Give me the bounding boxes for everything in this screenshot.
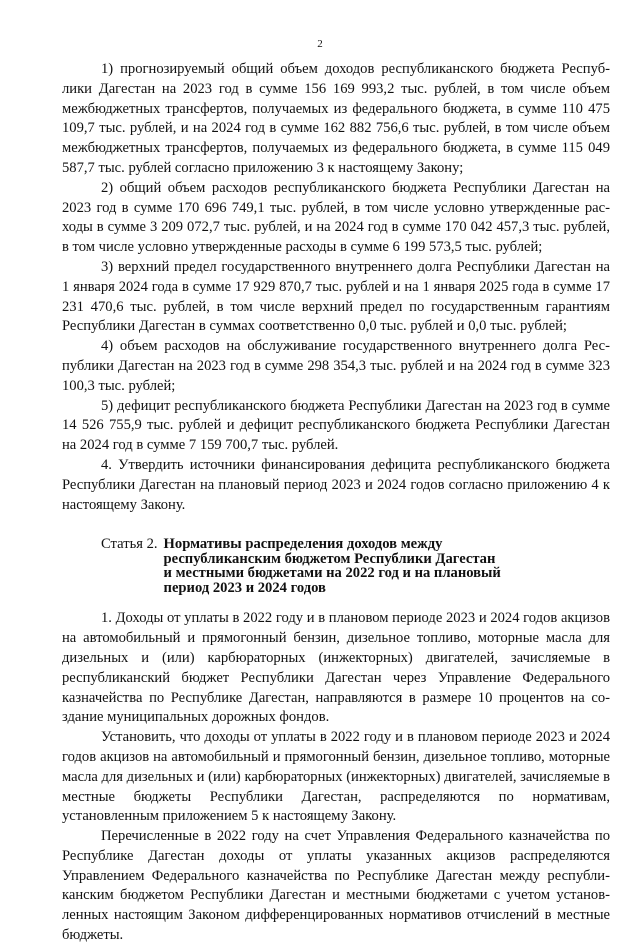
article-heading	[62, 537, 610, 595]
article-title-line: и местными бюджетами на 2022 год и на плановый	[163, 565, 501, 582]
article-title	[164, 537, 610, 595]
paragraph-debt-limit: 3) верхний предел государственного внутреннего долга Республики Дагестан на 1 января 2024 года в сумме 17 929 870,7 тыс. рублей и на 1 января 2025 года в сумме 17 231 470,6 тыс. рублей, в том числе верхний предел по государственным гарантиям Республики Дагестан в суммах соответственно 0,0 тыс. рублей и 0,0 тыс. рублей;	[62, 258, 610, 335]
paragraph-financing-sources: 4. Утвердить источники финансирования дефицита республиканского бюджета Республики Дагестан на плановый период 2023 и 2024 годов согласно приложению 4 к настоящему Закону.	[62, 456, 610, 513]
paragraph-revenue: 1) прогнозируемый общий объем доходов республиканского бюджета Республики Дагестан на 2023 год в сумме 156 169 993,2 тыс. рублей, в том числе объем межбюджетных трансфертов, получаемых из федерального бюджета, в сумме 110 475 109,7 тыс. рублей, и на 2024 год в сумме 162 882 756,6 тыс. рублей, в том числе объем межбюджетных трансфертов, получаемых из федерального бюджета, в сумме 115 049 587,7 тыс. рублей согласно приложению 3 к настоящему Закону;	[62, 61, 610, 176]
article-title-line: республиканским бюджетом Республики Дагестан	[163, 550, 496, 567]
paragraph-deficit: 5) дефицит республиканского бюджета Республики Дагестан на 2023 год в сумме 14 526 755,9 тыс. рублей и дефицит республиканского бюджета Республики Дагестан на 2024 год в сумме 7 159 700,7 тыс. рублей.	[62, 397, 610, 454]
paragraph-expenses: 2) общий объем расходов республиканского бюджета Республики Дагестан на 2023 год в сумме 170 696 749,1 тыс. рублей, в том числе условно утвержденные расходы в сумме 3 209 072,7 тыс. рублей, и на 2024 год в сумме 170 042 457,3 тыс. рублей, в том числе условно утвержденные расходы в сумме 6 199 573,5 тыс. рублей;	[62, 179, 610, 256]
paragraph-debt-service: 4) объем расходов на обслуживание государственного внутреннего долга Республики Дагестан на 2023 год в сумме 298 354,3 тыс. рублей и на 2024 год в сумме 323 100,3 тыс. рублей;	[62, 338, 610, 394]
article-label: Статья 2.	[101, 536, 158, 553]
paragraph-excise-local: Установить, что доходы от уплаты в 2022 году и в плановом периоде 2023 и 2024 годов акцизов на автомобильный и прямогонный бензин, дизельное топливо, моторные масла для дизельных и (или) карбюраторных (инжекторных) двигателей, зачисляемые в местные бюджеты Республики Дагестан, распределяются по нормативам, установленным приложением 5 к настоящему Закону.	[62, 729, 610, 825]
article-title-line: Нормативы распределения доходов между	[163, 536, 443, 553]
article-title-line: период 2023 и 2024 годов	[163, 579, 326, 596]
paragraph-excise-income: 1. Доходы от уплаты в 2022 году и в плановом периоде 2023 и 2024 годов акцизов на автомобильный и прямогонный бензин, дизельное топливо, моторные масла для дизельных и (или) карбюраторных (инжекторных) двигателей, зачисляемые в республиканский бюджет Республики Дагестан через Управление Федерального казначейства по Республике Дагестан, направляются в размере 10 процентов на создание муниципальных дорожных фондов.	[62, 610, 610, 726]
document-body	[62, 60, 610, 946]
page-number: 2	[317, 38, 323, 50]
paragraph-excise-transfer: Перечисленные в 2022 году на счет Управления Федерального казначейства по Республике Дагестан доходы от уплаты указанных акцизов распределяются Управлением Федерального казначейства по Республике Дагестан между республиканским бюджетом Республики Дагестан и местными бюджетами с учетом установленных настоящим Законом дифференцированных нормативов отчислений в местные бюджеты.	[62, 828, 610, 944]
